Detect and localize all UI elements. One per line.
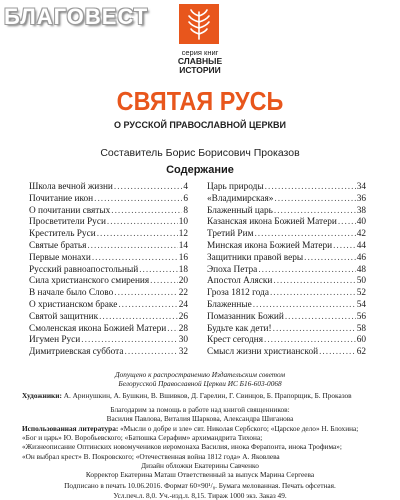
toc-entry	[207, 217, 366, 229]
toc-entry-page: 6	[183, 193, 188, 204]
toc-entry-page: 52	[356, 288, 366, 299]
toc-entry	[29, 312, 188, 324]
toc-entry-page: 44	[356, 240, 366, 251]
literature-line-4: «Он выбрал крест» В. Покровского; «Отечественная война 1812 года» А. Яковлева	[22, 451, 280, 461]
toc-entry-page: 50	[356, 276, 366, 287]
print-details	[22, 481, 378, 490]
toc-entry	[29, 265, 188, 277]
toc-entry-page: 46	[356, 252, 366, 263]
toc-leader-dots	[118, 300, 177, 312]
series-line-2: СЛАВНЫЕ	[177, 56, 223, 66]
series-line-1: серия книг	[181, 48, 219, 57]
toc-column-right	[207, 182, 366, 359]
toc-entry-title: Святой защитник	[29, 311, 99, 322]
toc-entry	[207, 194, 366, 206]
toc-entry-page: 48	[356, 264, 366, 275]
toc-entry-title: Смоленская икона Божией Матери	[29, 323, 167, 334]
toc-entry-title: Третий Рим	[207, 229, 254, 240]
toc-entry-title: Просветители Руси	[29, 217, 106, 228]
toc-entry-title: «Владимирская»	[207, 193, 274, 204]
toc-entry	[207, 335, 366, 347]
toc-leader-dots	[253, 300, 356, 312]
toc-leader-dots	[167, 324, 177, 336]
cover-design-line: Дизайн обложки Екатерины Савченко	[141, 461, 259, 470]
toc-leader-dots	[264, 335, 356, 347]
toc-leader-dots	[274, 206, 356, 218]
thanks-line-2: Василия Павлова, Виталия Шаркова, Александра Шиганова	[106, 414, 294, 424]
toc-entry-page: 42	[356, 229, 366, 240]
toc-leader-dots	[92, 253, 178, 265]
artists-names: А. Аринушкин, А. Бушкин, В. Вшивков, Д. Гарелин, Г. Свинцов, Б. Прапорщик, Б. Проказов	[63, 391, 352, 400]
toc-leader-dots	[81, 335, 177, 347]
toc-entry-title: Первые монахи	[29, 252, 91, 263]
toc-entry	[29, 229, 188, 241]
toc-entry-page: 40	[356, 217, 366, 228]
toc-leader-dots	[258, 265, 355, 277]
toc-leader-dots	[333, 241, 356, 253]
toc-entry-title: Почитание икон	[29, 193, 94, 204]
toc-entry	[29, 194, 188, 206]
thanks-note	[22, 405, 378, 423]
toc-leader-dots	[125, 347, 178, 359]
book-title: СВЯТАЯ РУСЬ	[116, 86, 284, 116]
proofreader-line: Корректор Екатерина Маташ Ответственный за выпуск Марина Сергеева	[85, 470, 315, 480]
print-details-2	[22, 491, 378, 500]
literature-list	[22, 424, 378, 461]
toc-entry-page: 36	[356, 193, 366, 204]
print-line-1: Подписано в печать 10.06.2016. Формат 60×90¹/₈. Бумага мелованная. Печать офсетная.	[64, 481, 336, 490]
toc-entry-title: Святые братья	[29, 240, 87, 251]
design-credits	[22, 461, 378, 479]
toc-entry-title: О христианском браке	[29, 299, 118, 310]
toc-entry-page: 18	[178, 264, 188, 275]
approval-note	[22, 370, 378, 388]
toc-entry	[207, 300, 366, 312]
toc-entry-title: Димитриевская суббота	[29, 347, 124, 358]
approval-line-1: Допущено к распространению Издательским советом	[114, 370, 286, 379]
toc-entry-page: 56	[356, 311, 366, 322]
toc-entry-page: 16	[178, 252, 188, 263]
toc-entry-page: 12	[178, 229, 188, 240]
toc-leader-dots	[99, 312, 178, 324]
watermark-logo: БЛАГОВЕСТ	[4, 4, 149, 29]
toc-leader-dots	[273, 276, 355, 288]
toc-entry-title: Гроза 1812 года	[207, 288, 269, 299]
toc-entry-title: Царь природы	[207, 182, 264, 192]
toc-entry	[29, 241, 188, 253]
toc-entry	[29, 206, 188, 218]
toc-heading: Содержание	[166, 164, 234, 176]
toc-entry-page: 14	[178, 240, 188, 251]
toc-entry-title: Эпоха Петра	[207, 264, 258, 275]
toc-entry	[29, 335, 188, 347]
literature-line-2: «Бог и царь» Ю. Воробьевского; «Батюшка Серафим» архимандрита Тихона;	[22, 433, 263, 443]
toc-entry-title: Казанская икона Божией Матери	[207, 217, 337, 228]
toc-entry-page: 60	[356, 335, 366, 346]
toc-leader-dots	[94, 194, 182, 206]
toc-entry-title: Игумен Руси	[29, 335, 81, 346]
artists-credit	[22, 391, 378, 400]
toc-entry-title: Помазанник Божий	[207, 311, 284, 322]
compiler-line: Составитель Борис Борисович Проказов	[100, 147, 300, 159]
toc-entry-title: Русский равноапостольный	[29, 264, 139, 275]
toc-entry-page: 38	[356, 205, 366, 216]
book-subtitle: О РУССКОЙ ПРАВОСЛАВНОЙ ЦЕРКВИ	[113, 120, 286, 130]
toc-entry	[29, 253, 188, 265]
artists-label: Художники:	[22, 391, 62, 400]
toc-leader-dots	[114, 288, 177, 300]
toc-entry-title: Блаженные	[207, 299, 252, 310]
toc-leader-dots	[114, 182, 182, 194]
toc-entry-title: Школа вечной жизни	[29, 182, 113, 192]
series-line-3: ИСТОРИИ	[179, 65, 221, 75]
toc-entry	[207, 288, 366, 300]
toc-leader-dots	[139, 265, 178, 277]
toc-entry-title: Креститель Руси	[29, 229, 96, 240]
toc-entry-title: В начале было Слово	[29, 288, 114, 299]
toc-entry	[29, 217, 188, 229]
toc-entry-page: 10	[178, 217, 188, 228]
series-emblem-icon	[179, 4, 219, 44]
toc-entry-page: 30	[178, 335, 188, 346]
toc-entry-title: Будьте как дети!	[207, 323, 272, 334]
toc-entry	[207, 312, 366, 324]
approval-line-2: Белорусской Православной Церкви ИС Б16-603-0068	[118, 379, 282, 389]
toc-entry-page: 4	[183, 182, 188, 192]
toc-leader-dots	[285, 312, 356, 324]
toc-entry-page: 22	[178, 288, 188, 299]
toc-leader-dots	[111, 206, 182, 218]
toc-entry	[29, 182, 188, 194]
toc-entry-title: Минская икона Божией Матери	[207, 240, 333, 251]
toc-entry	[207, 265, 366, 277]
toc-column-left	[29, 182, 188, 359]
toc-leader-dots	[107, 217, 178, 229]
toc-entry-page: 32	[178, 347, 188, 358]
toc-entry-page: 26	[178, 311, 188, 322]
toc-entry-page: 24	[178, 299, 188, 310]
toc-entry	[207, 182, 366, 194]
toc-entry	[29, 300, 188, 312]
toc-leader-dots	[338, 217, 356, 229]
toc-entry	[207, 324, 366, 336]
toc-entry	[29, 324, 188, 336]
toc-entry	[29, 288, 188, 300]
toc-entry-page: 54	[356, 299, 366, 310]
toc-entry	[29, 276, 188, 288]
print-line-2: Усл.печ.л. 8,0. Уч.-изд.л. 8,15. Тираж 1000 экз. Заказ 49.	[113, 491, 287, 500]
toc-entry-title: Апостол Аляски	[207, 276, 273, 287]
toc-entry-page: 8	[183, 205, 188, 216]
toc-entry-page: 28	[178, 323, 188, 334]
toc-entry-title: Сила христианского смирения	[29, 276, 150, 287]
toc-entry	[207, 276, 366, 288]
toc-leader-dots	[87, 241, 177, 253]
literature-line-3: «Жизнеописание Оптинских новомучеников иеромонаха Василия, инока Ферапонта, инока Трофима»;	[22, 442, 342, 452]
toc-entry	[207, 206, 366, 218]
toc-entry	[207, 229, 366, 241]
toc-leader-dots	[254, 229, 355, 241]
thanks-line-1: Благодарим за помощь в работе над книгой священников:	[110, 405, 290, 414]
toc-leader-dots	[97, 229, 178, 241]
toc-leader-dots	[319, 347, 356, 359]
toc-entry	[29, 347, 188, 359]
toc-leader-dots	[270, 288, 356, 300]
toc-entry-title: Смысл жизни христианской	[207, 347, 319, 358]
toc-leader-dots	[150, 276, 178, 288]
toc-entry	[207, 347, 366, 359]
toc-entry-page: 58	[356, 323, 366, 334]
toc-entry-page: 62	[356, 347, 366, 358]
toc-entry-title: Блаженный царь	[207, 205, 273, 216]
literature-line-1: «Мысли о добре и зле» свт. Николая Сербского; «Царское дело» Н. Блохина;	[120, 424, 359, 433]
toc-leader-dots	[304, 253, 356, 265]
toc-leader-dots	[265, 182, 356, 194]
toc-entry-title: Защитники правой веры	[207, 252, 304, 263]
toc-entry	[207, 253, 366, 265]
toc-entry-page: 34	[356, 182, 366, 192]
toc-entry-title: О почитании святых	[29, 205, 111, 216]
series-label	[150, 48, 250, 75]
toc-entry-title: Крест сегодня	[207, 335, 264, 346]
toc-leader-dots	[274, 194, 355, 206]
toc-entry-page: 20	[178, 276, 188, 287]
toc-entry	[207, 241, 366, 253]
toc-leader-dots	[273, 324, 356, 336]
literature-label: Использованная литература:	[22, 424, 119, 433]
